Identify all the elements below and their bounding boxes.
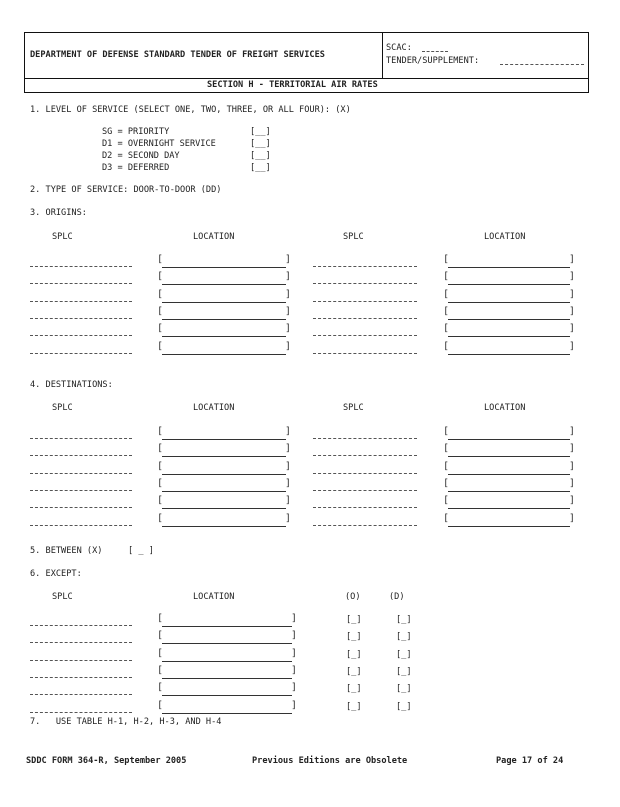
except-row-origin-checkbox[interactable]: [_]: [346, 666, 362, 677]
origin-row-splc-right[interactable]: [313, 283, 417, 284]
option-d3-checkbox[interactable]: [__]: [250, 163, 271, 173]
type-of-service: 2. TYPE OF SERVICE: DOOR-TO-DOOR (DD): [30, 185, 222, 195]
except-row-location[interactable]: [162, 666, 292, 679]
except-row-splc[interactable]: [30, 660, 132, 661]
origin-row-splc-left[interactable]: [30, 318, 132, 319]
destination-row-splc-right[interactable]: [313, 455, 417, 456]
except-row-origin-checkbox[interactable]: [_]: [346, 649, 362, 660]
origin-row-splc-right[interactable]: [313, 335, 417, 336]
option-d1-label: D1 = OVERNIGHT SERVICE: [102, 139, 216, 149]
scac-label: SCAC:: [386, 43, 412, 53]
item-7-text: 7. USE TABLE H-1, H-2, H-3, AND H-4: [30, 717, 222, 727]
except-row-origin-checkbox[interactable]: [_]: [346, 701, 362, 712]
between-label: 5. BETWEEN (X): [30, 546, 103, 556]
option-d3-label: D3 = DEFERRED: [102, 163, 170, 173]
origin-row-location-right[interactable]: [448, 324, 570, 337]
footer-form-id: SDDC FORM 364-R, September 2005: [26, 756, 187, 766]
header-id-cell: [382, 33, 588, 78]
tender-field[interactable]: [500, 64, 584, 65]
destination-row-splc-left[interactable]: [30, 473, 132, 474]
origin-row-splc-right[interactable]: [313, 318, 417, 319]
destination-row-splc-right[interactable]: [313, 438, 417, 439]
destination-row-location-right[interactable]: [448, 444, 570, 457]
destination-row-location-left[interactable]: [162, 479, 286, 492]
option-sg-label: SG = PRIORITY: [102, 127, 170, 137]
except-row-origin-checkbox[interactable]: [_]: [346, 684, 362, 695]
except-row-destination-checkbox[interactable]: [_]: [396, 632, 412, 643]
section-title: SECTION H - TERRITORIAL AIR RATES: [207, 80, 378, 90]
destinations-location-header-left: LOCATION: [193, 403, 235, 413]
origin-row-splc-left[interactable]: [30, 353, 132, 354]
except-splc-header: SPLC: [52, 592, 73, 602]
except-row-splc[interactable]: [30, 677, 132, 678]
origin-row-location-left[interactable]: [162, 342, 286, 355]
except-row-location[interactable]: [162, 614, 292, 627]
scac-field[interactable]: [422, 51, 448, 52]
destination-row-location-left[interactable]: [162, 444, 286, 457]
origins-location-header-left: LOCATION: [193, 232, 235, 242]
except-row-destination-checkbox[interactable]: [_]: [396, 684, 412, 695]
destination-row-location-right[interactable]: [448, 462, 570, 475]
except-origin-header: (O): [345, 592, 361, 602]
except-row-origin-checkbox[interactable]: [_]: [346, 632, 362, 643]
destination-row-splc-left[interactable]: [30, 455, 132, 456]
origins-location-header-right: LOCATION: [484, 232, 526, 242]
except-row-location[interactable]: [162, 631, 292, 644]
origin-row-location-right[interactable]: [448, 307, 570, 320]
origin-row-location-left[interactable]: [162, 272, 286, 285]
except-row-splc[interactable]: [30, 642, 132, 643]
origin-row-location-left[interactable]: [162, 307, 286, 320]
origin-row-splc-left[interactable]: [30, 283, 132, 284]
between-checkbox[interactable]: [ _ ]: [128, 546, 154, 556]
origin-row-splc-left[interactable]: [30, 301, 132, 302]
origin-row-location-left[interactable]: [162, 290, 286, 303]
destination-row-location-left[interactable]: [162, 514, 286, 527]
option-d2-label: D2 = SECOND DAY: [102, 151, 180, 161]
destination-row-splc-left[interactable]: [30, 507, 132, 508]
destination-row-splc-left[interactable]: [30, 525, 132, 526]
header-divider: [25, 78, 588, 79]
destination-row-splc-left[interactable]: [30, 490, 132, 491]
origin-row-location-right[interactable]: [448, 290, 570, 303]
option-d2-checkbox[interactable]: [__]: [250, 151, 271, 161]
destinations-splc-header-right: SPLC: [343, 403, 364, 413]
option-d1-checkbox[interactable]: [__]: [250, 139, 271, 149]
header-title-cell: [25, 33, 383, 78]
except-row-destination-checkbox[interactable]: [_]: [396, 649, 412, 660]
destinations-location-header-right: LOCATION: [484, 403, 526, 413]
except-destination-header: (D): [389, 592, 405, 602]
origin-row-splc-right[interactable]: [313, 353, 417, 354]
footer-page-number: Page 17 of 24: [496, 756, 564, 766]
origins-splc-header-left: SPLC: [52, 232, 73, 242]
destination-row-location-left[interactable]: [162, 496, 286, 509]
origin-row-splc-right[interactable]: [313, 266, 417, 267]
destination-row-splc-right[interactable]: [313, 525, 417, 526]
except-row-origin-checkbox[interactable]: [_]: [346, 615, 362, 625]
except-heading: 6. EXCEPT:: [30, 569, 82, 579]
form-title: DEPARTMENT OF DEFENSE STANDARD TENDER OF FREIGHT SERVICES: [30, 50, 325, 60]
except-row-destination-checkbox[interactable]: [_]: [396, 666, 412, 677]
destinations-splc-header-left: SPLC: [52, 403, 73, 413]
destination-row-location-right[interactable]: [448, 514, 570, 527]
option-sg-checkbox[interactable]: [__]: [250, 127, 271, 137]
destination-row-splc-left[interactable]: [30, 438, 132, 439]
origin-row-location-left[interactable]: [162, 324, 286, 337]
destination-row-location-left[interactable]: [162, 462, 286, 475]
destination-row-splc-right[interactable]: [313, 490, 417, 491]
destination-row-location-right[interactable]: [448, 427, 570, 440]
level-of-service-heading: 1. LEVEL OF SERVICE (SELECT ONE, TWO, THREE, OR ALL FOUR): (X): [30, 105, 351, 115]
origin-row-splc-left[interactable]: [30, 266, 132, 267]
form-header: [24, 32, 589, 93]
except-row-location[interactable]: [162, 683, 292, 696]
origin-row-location-right[interactable]: [448, 342, 570, 355]
except-row-splc[interactable]: [30, 712, 132, 713]
destinations-heading: 4. DESTINATIONS:: [30, 380, 113, 390]
except-row-destination-checkbox[interactable]: [_]: [396, 615, 412, 625]
destination-row-location-right[interactable]: [448, 479, 570, 492]
origin-row-location-right[interactable]: [448, 255, 570, 268]
origins-heading: 3. ORIGINS:: [30, 208, 87, 218]
origins-splc-header-right: SPLC: [343, 232, 364, 242]
origin-row-location-left[interactable]: [162, 255, 286, 268]
destination-row-location-left[interactable]: [162, 427, 286, 440]
except-row-splc[interactable]: [30, 694, 132, 695]
footer-obsolete-note: Previous Editions are Obsolete: [252, 756, 408, 766]
except-row-location[interactable]: [162, 649, 292, 662]
except-location-header: LOCATION: [193, 592, 235, 602]
except-row-location[interactable]: [162, 701, 292, 714]
except-row-splc[interactable]: [30, 625, 132, 626]
origin-row-location-right[interactable]: [448, 272, 570, 285]
except-row-destination-checkbox[interactable]: [_]: [396, 701, 412, 712]
origin-row-splc-left[interactable]: [30, 335, 132, 336]
origin-row-splc-right[interactable]: [313, 301, 417, 302]
destination-row-splc-right[interactable]: [313, 507, 417, 508]
destination-row-splc-right[interactable]: [313, 473, 417, 474]
destination-row-location-right[interactable]: [448, 496, 570, 509]
tender-label: TENDER/SUPPLEMENT:: [386, 56, 480, 66]
